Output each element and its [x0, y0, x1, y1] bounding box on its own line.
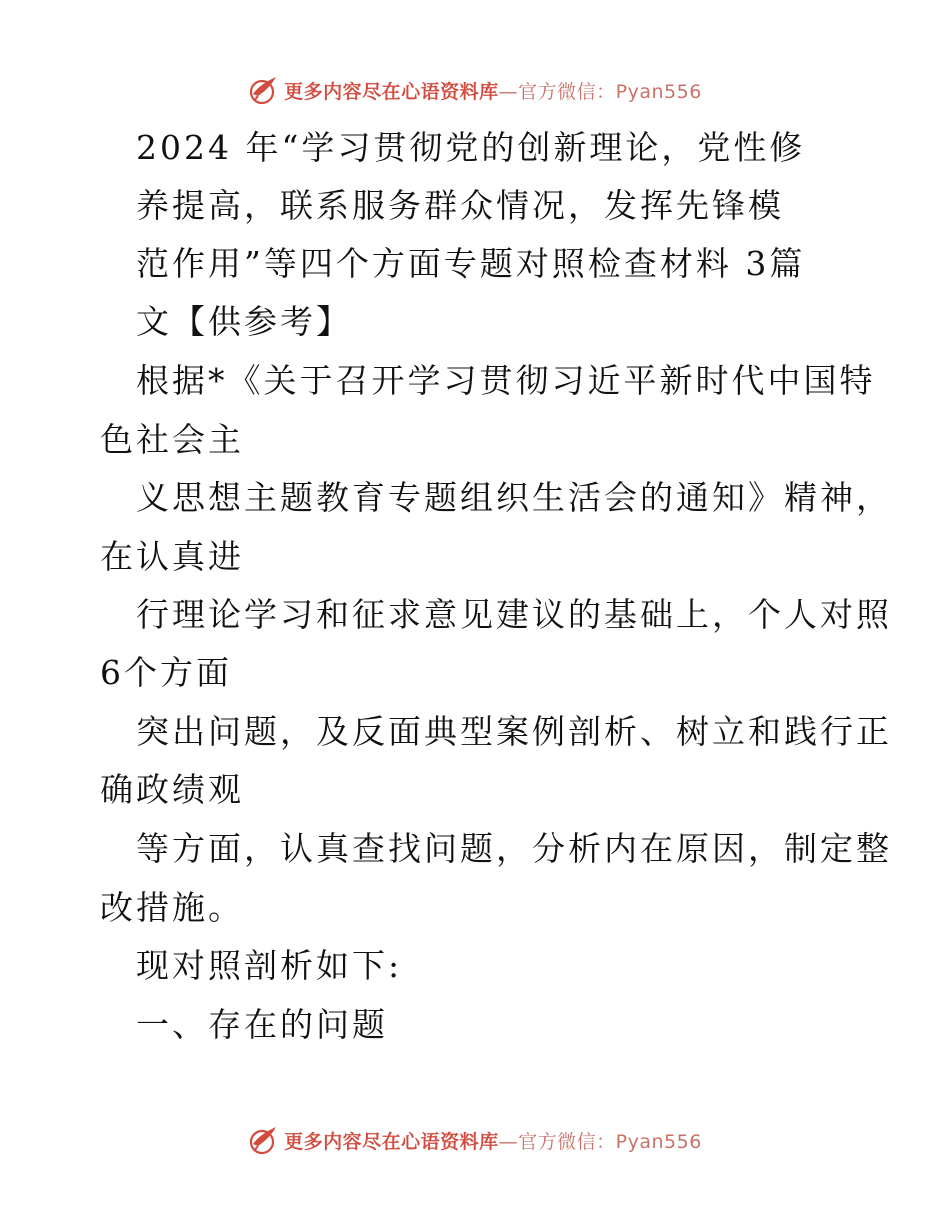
body-line-9: 等方面，认真查找问题，分析内在原因，制定整 — [136, 829, 892, 868]
body-line-6: 6个方面 — [100, 653, 232, 692]
title-line-3: 范作用”等四个方面专题对照检查材料 3篇 — [136, 244, 806, 283]
body-line-7: 突出问题，及反面典型案例剖析、树立和践行正 — [136, 712, 892, 751]
body-line-3: 义思想主题教育专题组织生活会的通知》精神， — [136, 478, 892, 517]
section-heading-problems: 一、存在的问题 — [136, 1005, 388, 1044]
header-watermark-banner — [0, 70, 950, 110]
footer-watermark-banner — [0, 1120, 950, 1160]
body-line-11: 现对照剖析如下: — [136, 946, 403, 985]
quill-pen-circle-logo-icon — [248, 74, 280, 106]
body-line-10: 改措施。 — [100, 888, 244, 927]
header-watermark-text: 更多内容尽在心语资料库—官方微信：Pyan556 — [284, 80, 702, 103]
body-line-8: 确政绩观 — [100, 770, 244, 809]
body-line-1: 根据*《关于召开学习贯彻习近平新时代中国特 — [136, 361, 876, 400]
body-line-4: 在认真进 — [100, 537, 244, 576]
title-line-2: 养提高，联系服务群众情况，发挥先锋模 — [136, 186, 784, 225]
body-line-5: 行理论学习和征求意见建议的基础上，个人对照 — [136, 595, 892, 634]
body-line-2: 色社会主 — [100, 420, 244, 459]
title-line-1: 2024 年“学习贯彻党的创新理论，党性修 — [136, 128, 806, 167]
title-line-4: 文【供参考】 — [136, 302, 352, 341]
footer-watermark-text: 更多内容尽在心语资料库—官方微信：Pyan556 — [284, 1130, 702, 1153]
quill-pen-circle-logo-icon — [248, 1124, 280, 1156]
